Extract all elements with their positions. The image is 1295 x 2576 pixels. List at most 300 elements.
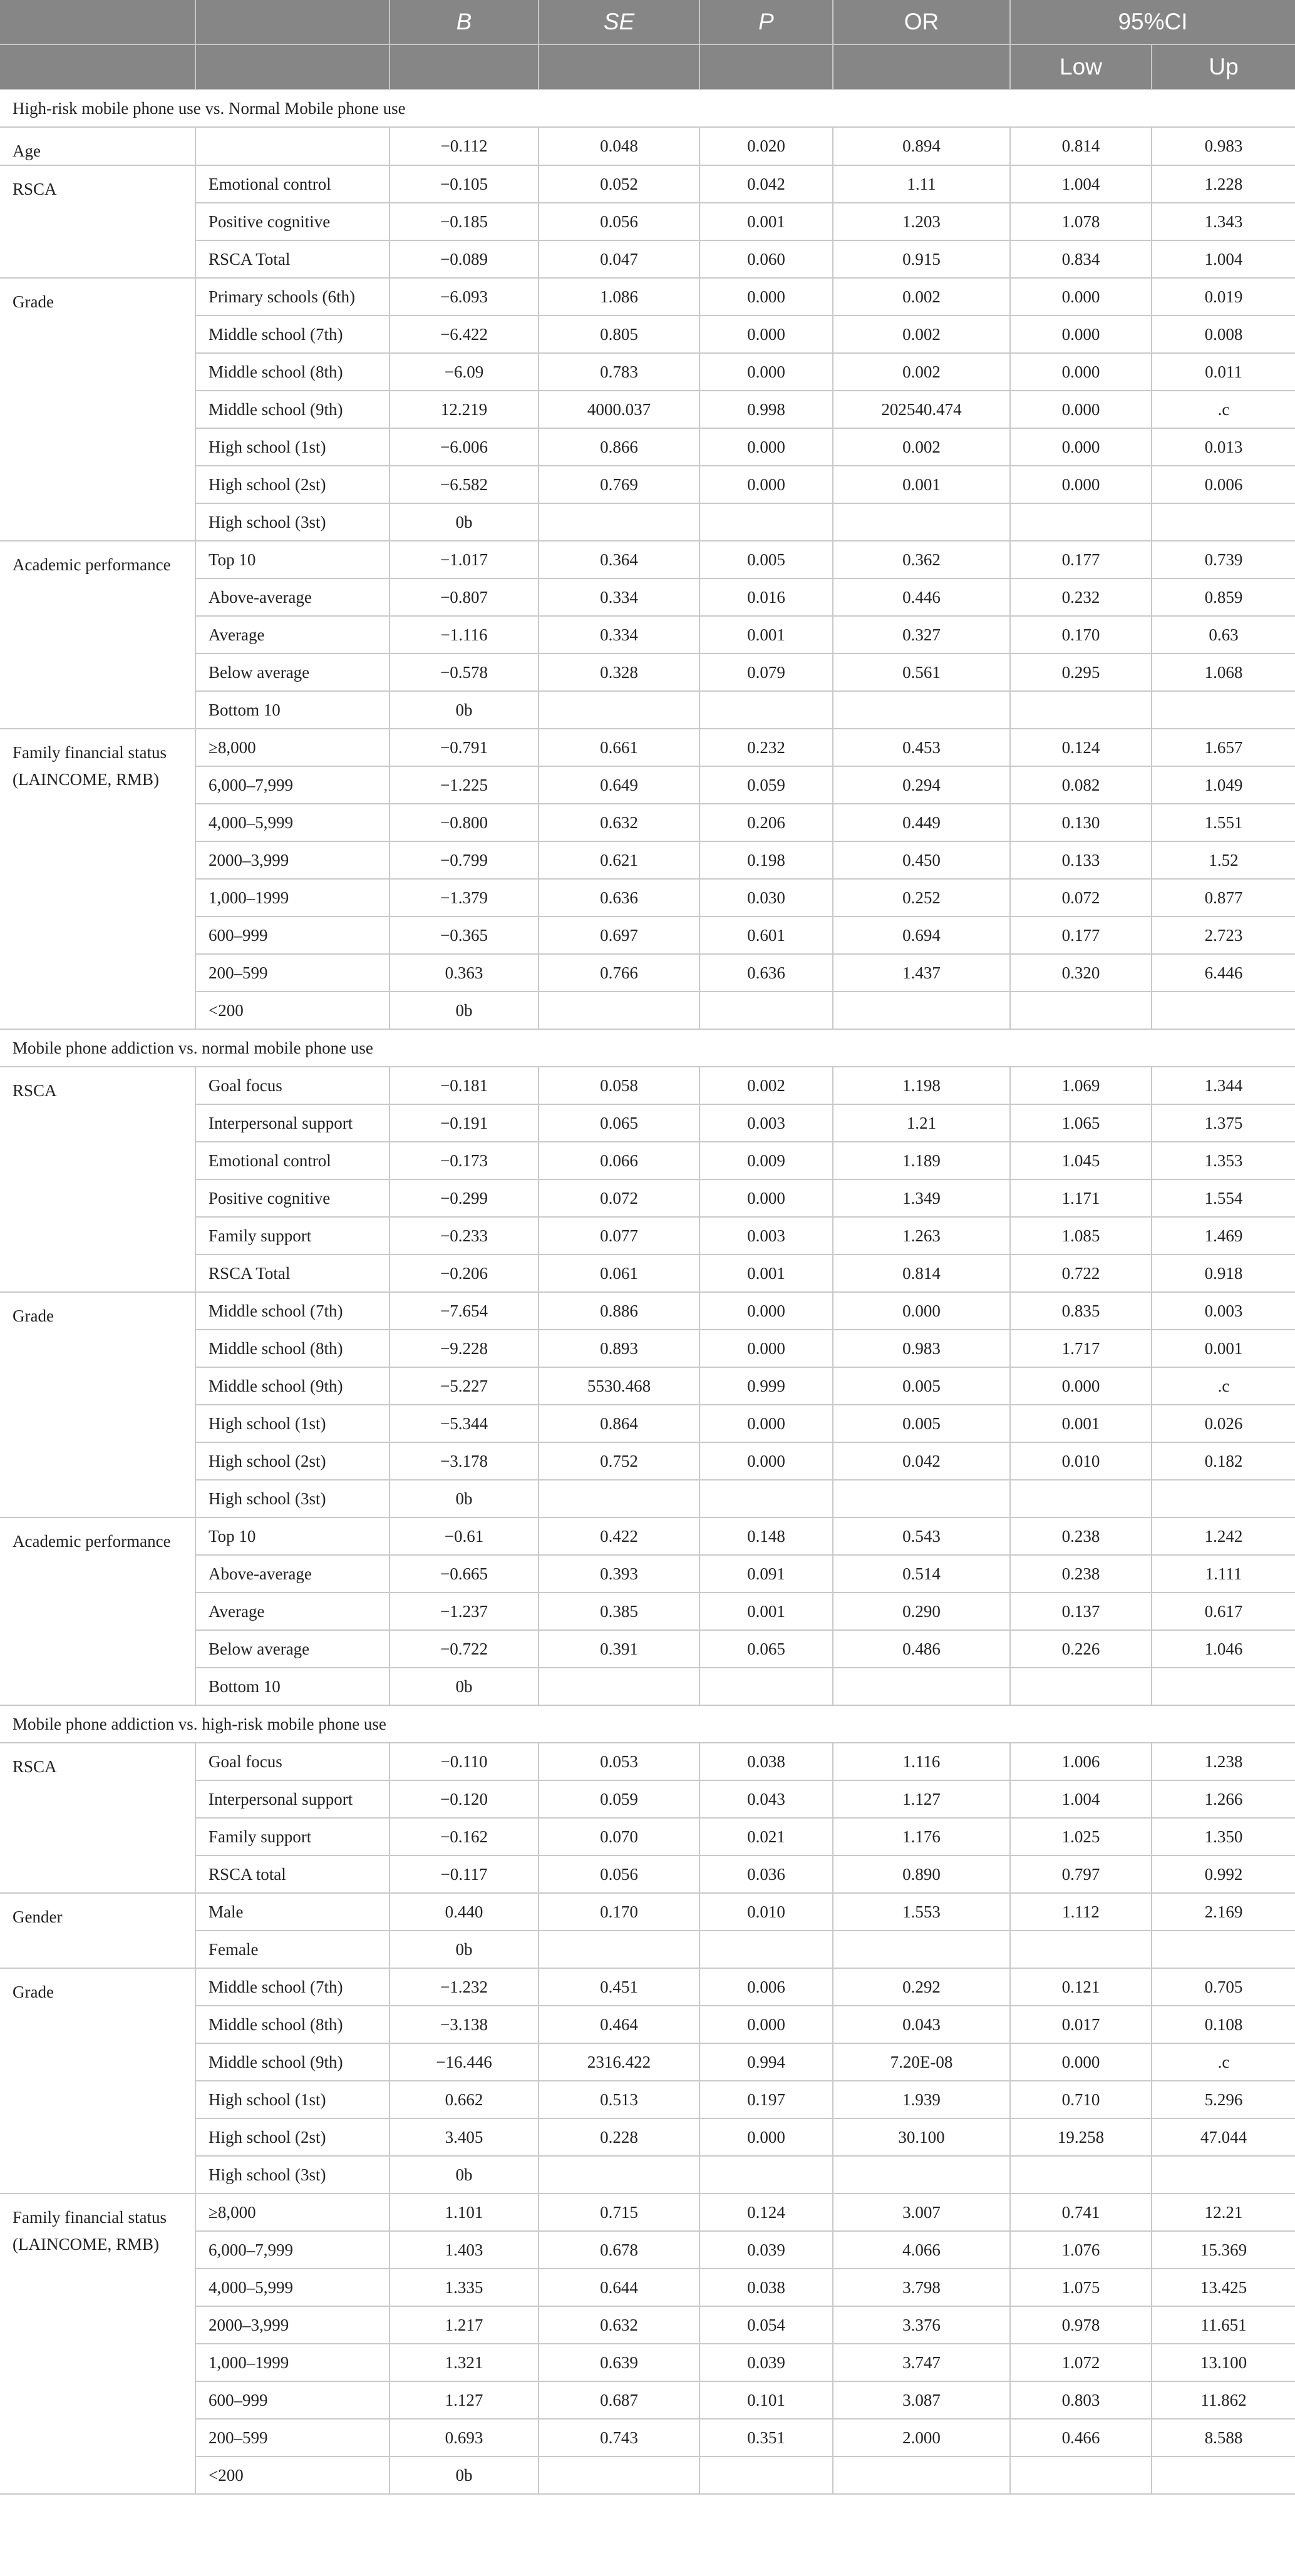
b-cell: −0.089	[390, 240, 539, 278]
se-cell: 0.066	[539, 1142, 699, 1179]
p-cell: 0.999	[699, 1367, 833, 1405]
level-label: High school (2st)	[195, 1442, 390, 1480]
header-blank	[390, 44, 539, 90]
p-cell: 0.636	[699, 954, 833, 992]
p-cell: 0.000	[699, 1442, 833, 1480]
se-cell: 0.783	[539, 353, 699, 391]
level-label: Interpersonal support	[195, 1104, 390, 1142]
ci-up-cell: 0.108	[1152, 2006, 1295, 2043]
ci-up-cell: 0.992	[1152, 1855, 1295, 1893]
or-cell: 1.176	[833, 1818, 1010, 1855]
p-cell: 0.101	[699, 2381, 833, 2419]
p-cell: 0.009	[699, 1142, 833, 1179]
p-cell: 0.091	[699, 1555, 833, 1593]
b-cell: 0b	[390, 992, 539, 1029]
se-cell: 0.047	[539, 240, 699, 278]
b-cell: −0.181	[390, 1067, 539, 1104]
b-cell: −0.799	[390, 841, 539, 879]
ci-low-cell	[1010, 2156, 1152, 2194]
ci-up-cell: 1.266	[1152, 1780, 1295, 1818]
ci-up-cell	[1152, 1480, 1295, 1517]
level-label: 600–999	[195, 2381, 390, 2419]
or-cell: 0.449	[833, 804, 1010, 841]
ci-up-cell: 0.008	[1152, 316, 1295, 353]
b-cell: −0.206	[390, 1255, 539, 1292]
or-cell: 0.043	[833, 2006, 1010, 2043]
ci-low-cell: 1.069	[1010, 1067, 1152, 1104]
p-cell: 0.001	[699, 1255, 833, 1292]
se-cell: 0.385	[539, 1593, 699, 1630]
b-cell: −5.227	[390, 1367, 539, 1405]
ci-low-cell: 0.130	[1010, 804, 1152, 841]
or-cell	[833, 992, 1010, 1029]
level-label: Above-average	[195, 578, 390, 616]
ci-low-cell: 19.258	[1010, 2118, 1152, 2156]
b-cell: 0.440	[390, 1893, 539, 1931]
table-row	[0, 1743, 1295, 1780]
p-cell: 0.003	[699, 1217, 833, 1255]
header-level	[195, 0, 390, 44]
ci-up-cell: 1.046	[1152, 1630, 1295, 1668]
se-cell: 0.058	[539, 1067, 699, 1104]
ci-up-cell: 0.63	[1152, 616, 1295, 654]
p-cell: 0.351	[699, 2419, 833, 2456]
ci-low-cell: 1.072	[1010, 2344, 1152, 2381]
variable-label: Age	[0, 127, 195, 165]
b-cell: −6.582	[390, 466, 539, 503]
header-blank	[539, 44, 699, 90]
level-label: Middle school (7th)	[195, 316, 390, 353]
ci-low-cell: 0.814	[1010, 127, 1152, 165]
ci-low-cell: 0.000	[1010, 428, 1152, 466]
ci-up-cell: 1.343	[1152, 203, 1295, 240]
level-label: High school (3st)	[195, 2156, 390, 2194]
ci-low-cell: 0.133	[1010, 841, 1152, 879]
b-cell: 0b	[390, 691, 539, 729]
variable-label: RSCA	[0, 1743, 195, 1893]
or-cell	[833, 691, 1010, 729]
or-cell: 0.450	[833, 841, 1010, 879]
b-cell: 1.335	[390, 2269, 539, 2306]
table-row	[0, 541, 1295, 578]
level-label: 6,000–7,999	[195, 766, 390, 804]
se-cell: 0.170	[539, 1893, 699, 1931]
ci-low-cell: 0.124	[1010, 729, 1152, 766]
level-label: Female	[195, 1931, 390, 1968]
section-row	[0, 1029, 1295, 1067]
or-cell: 1.11	[833, 165, 1010, 203]
ci-low-cell: 0.121	[1010, 1968, 1152, 2006]
b-cell: 0b	[390, 1931, 539, 1968]
level-label: Bottom 10	[195, 691, 390, 729]
ci-low-cell	[1010, 1480, 1152, 1517]
variable-label: Family financial status (LAINCOME, RMB)	[0, 2194, 195, 2494]
table-row	[0, 1893, 1295, 1931]
ci-up-cell: 0.983	[1152, 127, 1295, 165]
level-label: 4,000–5,999	[195, 2269, 390, 2306]
level-label: 200–599	[195, 954, 390, 992]
ci-low-cell: 0.000	[1010, 353, 1152, 391]
b-cell: −0.807	[390, 578, 539, 616]
level-label: Goal focus	[195, 1067, 390, 1104]
p-cell: 0.994	[699, 2043, 833, 2081]
b-cell: −1.232	[390, 1968, 539, 2006]
level-label: 6,000–7,999	[195, 2231, 390, 2269]
level-label	[195, 127, 390, 165]
ci-up-cell: 0.019	[1152, 278, 1295, 316]
se-cell: 0.061	[539, 1255, 699, 1292]
p-cell: 0.060	[699, 240, 833, 278]
se-cell: 0.070	[539, 1818, 699, 1855]
se-cell	[539, 992, 699, 1029]
or-cell: 0.327	[833, 616, 1010, 654]
p-cell: 0.000	[699, 1330, 833, 1367]
header-95ci: 95%CI	[1010, 0, 1295, 44]
p-cell	[699, 1668, 833, 1705]
p-cell: 0.002	[699, 1067, 833, 1104]
ci-up-cell: 8.588	[1152, 2419, 1295, 2456]
ci-low-cell: 0.320	[1010, 954, 1152, 992]
or-cell: 1.189	[833, 1142, 1010, 1179]
level-label: High school (2st)	[195, 466, 390, 503]
ci-up-cell: 1.52	[1152, 841, 1295, 879]
ci-low-cell: 0.803	[1010, 2381, 1152, 2419]
ci-up-cell: 1.004	[1152, 240, 1295, 278]
p-cell: 0.000	[699, 278, 833, 316]
or-cell: 0.453	[833, 729, 1010, 766]
b-cell: −0.173	[390, 1142, 539, 1179]
b-cell: 1.101	[390, 2194, 539, 2231]
se-cell: 0.687	[539, 2381, 699, 2419]
level-label: Middle school (9th)	[195, 2043, 390, 2081]
ci-up-cell: 1.049	[1152, 766, 1295, 804]
p-cell: 0.039	[699, 2231, 833, 2269]
ci-low-cell	[1010, 1668, 1152, 1705]
se-cell: 0.393	[539, 1555, 699, 1593]
b-cell: −7.654	[390, 1292, 539, 1330]
b-cell: 1.321	[390, 2344, 539, 2381]
ci-up-cell: 0.877	[1152, 879, 1295, 916]
p-cell: 0.148	[699, 1517, 833, 1555]
level-label: Average	[195, 616, 390, 654]
b-cell: −3.138	[390, 2006, 539, 2043]
ci-up-cell: 1.238	[1152, 1743, 1295, 1780]
or-cell: 7.20E-08	[833, 2043, 1010, 2081]
ci-low-cell: 0.000	[1010, 466, 1152, 503]
level-label: Below average	[195, 654, 390, 691]
se-cell: 4000.037	[539, 391, 699, 428]
ci-up-cell: 0.013	[1152, 428, 1295, 466]
ci-up-cell: 0.026	[1152, 1405, 1295, 1442]
ci-up-cell: 5.296	[1152, 2081, 1295, 2118]
ci-up-cell: .c	[1152, 2043, 1295, 2081]
p-cell: 0.016	[699, 578, 833, 616]
or-cell: 1.263	[833, 1217, 1010, 1255]
se-cell: 0.866	[539, 428, 699, 466]
or-cell	[833, 1668, 1010, 1705]
b-cell: 0.662	[390, 2081, 539, 2118]
p-cell: 0.124	[699, 2194, 833, 2231]
b-cell: −0.578	[390, 654, 539, 691]
ci-up-cell: 13.100	[1152, 2344, 1295, 2381]
or-cell: 0.294	[833, 766, 1010, 804]
se-cell	[539, 503, 699, 541]
se-cell	[539, 1931, 699, 1968]
level-label: Middle school (7th)	[195, 1292, 390, 1330]
b-cell: −0.191	[390, 1104, 539, 1142]
level-label: 1,000–1999	[195, 879, 390, 916]
ci-low-cell: 0.000	[1010, 1367, 1152, 1405]
p-cell	[699, 691, 833, 729]
or-cell: 0.000	[833, 1292, 1010, 1330]
or-cell: 0.042	[833, 1442, 1010, 1480]
se-cell: 0.678	[539, 2231, 699, 2269]
ci-up-cell: 11.862	[1152, 2381, 1295, 2419]
ci-low-cell: 0.238	[1010, 1517, 1152, 1555]
or-cell: 0.561	[833, 654, 1010, 691]
table-body	[0, 90, 1295, 2494]
ci-low-cell: 1.171	[1010, 1179, 1152, 1217]
se-cell: 0.864	[539, 1405, 699, 1442]
level-label: Bottom 10	[195, 1668, 390, 1705]
ci-up-cell: 12.21	[1152, 2194, 1295, 2231]
b-cell: −0.233	[390, 1217, 539, 1255]
se-cell: 0.769	[539, 466, 699, 503]
ci-up-cell: 0.001	[1152, 1330, 1295, 1367]
se-cell	[539, 691, 699, 729]
ci-up-cell: 11.651	[1152, 2306, 1295, 2344]
se-cell: 0.805	[539, 316, 699, 353]
ci-low-cell	[1010, 2456, 1152, 2494]
b-cell: −1.379	[390, 879, 539, 916]
or-cell	[833, 2156, 1010, 2194]
section-row	[0, 1705, 1295, 1743]
ci-up-cell: 0.182	[1152, 1442, 1295, 1480]
se-cell: 0.048	[539, 127, 699, 165]
p-cell: 0.000	[699, 316, 833, 353]
b-cell: −1.225	[390, 766, 539, 804]
p-cell: 0.003	[699, 1104, 833, 1142]
p-cell	[699, 503, 833, 541]
se-cell: 0.334	[539, 578, 699, 616]
b-cell: −6.093	[390, 278, 539, 316]
se-cell: 0.065	[539, 1104, 699, 1142]
or-cell	[833, 2456, 1010, 2494]
se-cell: 0.697	[539, 916, 699, 954]
b-cell: −9.228	[390, 1330, 539, 1367]
p-cell: 0.036	[699, 1855, 833, 1893]
ci-up-cell	[1152, 1931, 1295, 1968]
se-cell: 0.743	[539, 2419, 699, 2456]
or-cell: 1.127	[833, 1780, 1010, 1818]
ci-low-cell: 0.010	[1010, 1442, 1152, 1480]
se-cell: 0.644	[539, 2269, 699, 2306]
ci-up-cell	[1152, 691, 1295, 729]
or-cell: 0.894	[833, 127, 1010, 165]
se-cell: 0.886	[539, 1292, 699, 1330]
variable-label: Family financial status (LAINCOME, RMB)	[0, 729, 195, 1029]
p-cell: 0.021	[699, 1818, 833, 1855]
level-label: Family support	[195, 1217, 390, 1255]
level-label: Middle school (8th)	[195, 1330, 390, 1367]
or-cell: 1.198	[833, 1067, 1010, 1104]
p-cell: 0.043	[699, 1780, 833, 1818]
level-label: High school (3st)	[195, 1480, 390, 1517]
variable-label: Gender	[0, 1893, 195, 1968]
se-cell: 0.451	[539, 1968, 699, 2006]
b-cell: 0b	[390, 1480, 539, 1517]
or-cell: 0.362	[833, 541, 1010, 578]
table-row	[0, 278, 1295, 316]
se-cell: 5530.468	[539, 1367, 699, 1405]
ci-low-cell: 0.170	[1010, 616, 1152, 654]
ci-up-cell	[1152, 2456, 1295, 2494]
b-cell: −0.185	[390, 203, 539, 240]
se-cell: 0.464	[539, 2006, 699, 2043]
ci-up-cell: 1.375	[1152, 1104, 1295, 1142]
ci-up-cell: 1.344	[1152, 1067, 1295, 1104]
b-cell: 0b	[390, 1668, 539, 1705]
or-cell: 30.100	[833, 2118, 1010, 2156]
se-cell: 0.364	[539, 541, 699, 578]
p-cell: 0.030	[699, 879, 833, 916]
level-label: RSCA Total	[195, 1255, 390, 1292]
ci-low-cell: 0.238	[1010, 1555, 1152, 1593]
level-label: <200	[195, 992, 390, 1029]
table-row	[0, 729, 1295, 766]
or-cell	[833, 1480, 1010, 1517]
table-row	[0, 1292, 1295, 1330]
b-cell: −0.110	[390, 1743, 539, 1780]
b-cell: 1.403	[390, 2231, 539, 2269]
variable-label: Grade	[0, 1968, 195, 2194]
p-cell: 0.039	[699, 2344, 833, 2381]
se-cell: 0.513	[539, 2081, 699, 2118]
ci-low-cell	[1010, 1931, 1152, 1968]
se-cell: 0.334	[539, 616, 699, 654]
variable-label: RSCA	[0, 165, 195, 278]
level-label: 600–999	[195, 916, 390, 954]
or-cell: 0.890	[833, 1855, 1010, 1893]
ci-low-cell: 1.045	[1010, 1142, 1152, 1179]
ci-low-cell: 0.000	[1010, 2043, 1152, 2081]
b-cell: −6.422	[390, 316, 539, 353]
ci-low-cell: 0.017	[1010, 2006, 1152, 2043]
se-cell: 0.059	[539, 1780, 699, 1818]
b-cell: 3.405	[390, 2118, 539, 2156]
ci-up-cell: 0.918	[1152, 1255, 1295, 1292]
level-label: Goal focus	[195, 1743, 390, 1780]
p-cell: 0.197	[699, 2081, 833, 2118]
ci-up-cell: 1.350	[1152, 1818, 1295, 1855]
p-cell: 0.000	[699, 1405, 833, 1442]
p-cell	[699, 1480, 833, 1517]
ci-low-cell: 0.295	[1010, 654, 1152, 691]
p-cell	[699, 2156, 833, 2194]
se-cell: 0.052	[539, 165, 699, 203]
se-cell: 1.086	[539, 278, 699, 316]
or-cell: 1.553	[833, 1893, 1010, 1931]
level-label: <200	[195, 2456, 390, 2494]
variable-label: Grade	[0, 1292, 195, 1517]
level-label: Middle school (8th)	[195, 353, 390, 391]
b-cell: −0.120	[390, 1780, 539, 1818]
p-cell: 0.000	[699, 2006, 833, 2043]
or-cell: 0.983	[833, 1330, 1010, 1367]
header-blank	[0, 44, 195, 90]
ci-up-cell: 0.006	[1152, 466, 1295, 503]
ci-up-cell: 0.003	[1152, 1292, 1295, 1330]
or-cell: 0.001	[833, 466, 1010, 503]
p-cell	[699, 992, 833, 1029]
se-cell: 0.632	[539, 2306, 699, 2344]
level-label: Positive cognitive	[195, 203, 390, 240]
or-cell: 0.543	[833, 1517, 1010, 1555]
p-cell: 0.038	[699, 2269, 833, 2306]
header-row-1	[0, 0, 1295, 44]
or-cell: 3.798	[833, 2269, 1010, 2306]
ci-up-cell: .c	[1152, 391, 1295, 428]
se-cell: 0.632	[539, 804, 699, 841]
or-cell: 1.437	[833, 954, 1010, 992]
or-cell: 3.376	[833, 2306, 1010, 2344]
p-cell: 0.006	[699, 1968, 833, 2006]
level-label: Emotional control	[195, 165, 390, 203]
se-cell: 2316.422	[539, 2043, 699, 2081]
ci-up-cell: 1.551	[1152, 804, 1295, 841]
or-cell: 1.116	[833, 1743, 1010, 1780]
or-cell: 1.21	[833, 1104, 1010, 1142]
ci-up-cell	[1152, 992, 1295, 1029]
level-label: ≥8,000	[195, 729, 390, 766]
b-cell: −1.116	[390, 616, 539, 654]
ci-low-cell: 1.078	[1010, 203, 1152, 240]
p-cell: 0.000	[699, 1292, 833, 1330]
ci-up-cell	[1152, 503, 1295, 541]
se-cell: 0.077	[539, 1217, 699, 1255]
b-cell: −0.365	[390, 916, 539, 954]
ci-low-cell: 1.004	[1010, 1780, 1152, 1818]
p-cell: 0.065	[699, 1630, 833, 1668]
ci-low-cell: 0.722	[1010, 1255, 1152, 1292]
header-blank	[195, 44, 390, 90]
p-cell: 0.054	[699, 2306, 833, 2344]
level-label: Top 10	[195, 541, 390, 578]
or-cell: 0.002	[833, 428, 1010, 466]
level-label: Middle school (9th)	[195, 391, 390, 428]
or-cell: 0.002	[833, 316, 1010, 353]
ci-low-cell: 1.075	[1010, 2269, 1152, 2306]
ci-up-cell: 2.723	[1152, 916, 1295, 954]
or-cell: 1.203	[833, 203, 1010, 240]
b-cell: −0.791	[390, 729, 539, 766]
level-label: Above-average	[195, 1555, 390, 1593]
b-cell: −1.017	[390, 541, 539, 578]
level-label: Emotional control	[195, 1142, 390, 1179]
b-cell: −0.800	[390, 804, 539, 841]
header-ci-low: Low	[1010, 44, 1152, 90]
level-label: Male	[195, 1893, 390, 1931]
ci-low-cell: 1.112	[1010, 1893, 1152, 1931]
level-label: High school (1st)	[195, 428, 390, 466]
se-cell: 0.893	[539, 1330, 699, 1367]
level-label: Middle school (8th)	[195, 2006, 390, 2043]
header-row-2	[0, 44, 1295, 90]
ci-low-cell: 0.232	[1010, 578, 1152, 616]
p-cell: 0.005	[699, 541, 833, 578]
header-ci-up: Up	[1152, 44, 1295, 90]
se-cell: 0.328	[539, 654, 699, 691]
